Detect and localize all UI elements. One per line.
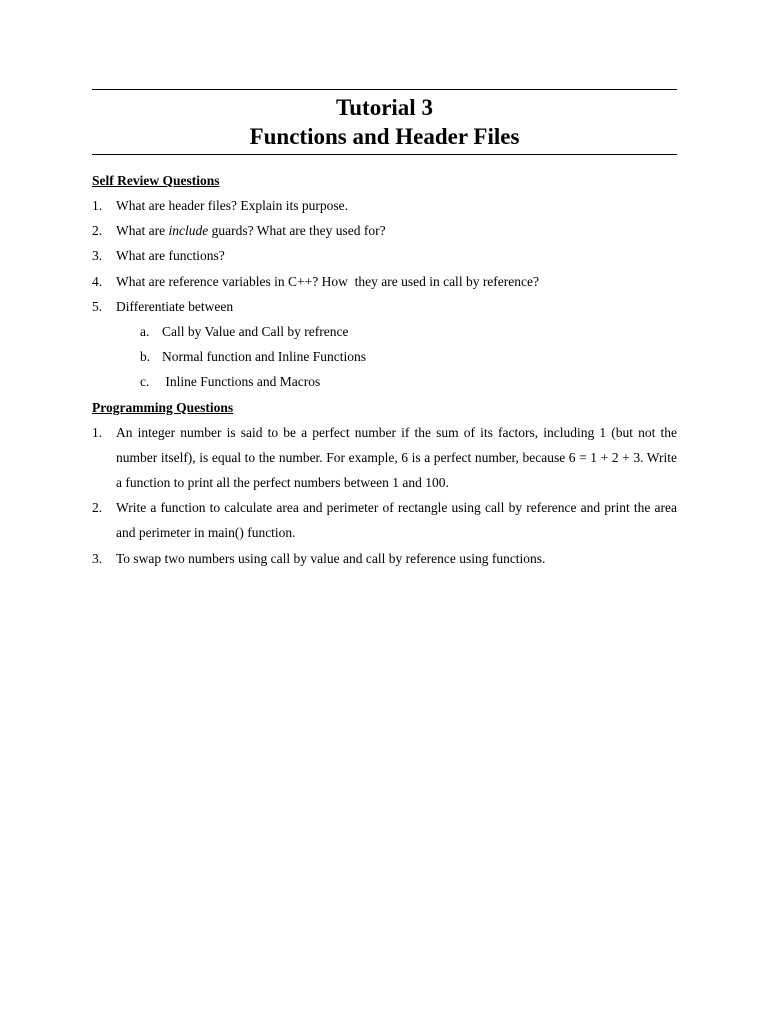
question-number: 2. <box>92 500 103 516</box>
sub-item-letter: a. <box>140 324 150 340</box>
question-text-suffix: guards? What are they used for? <box>208 223 386 239</box>
question-text: What are functions? <box>116 248 225 264</box>
list-item <box>92 420 677 496</box>
list-item <box>92 294 677 319</box>
question-text-prefix: What are <box>116 223 169 239</box>
list-item <box>92 269 677 294</box>
differentiate-sub-list <box>92 319 677 395</box>
question-number: 2. <box>92 223 103 239</box>
question-text-emphasis: include <box>168 223 209 239</box>
tutorial-number-title: Tutorial 3 <box>336 95 433 120</box>
list-item <box>92 218 677 243</box>
question-number: 5. <box>92 298 103 314</box>
list-item <box>92 495 677 545</box>
document-page <box>92 89 677 571</box>
list-item <box>92 369 677 394</box>
self-review-list <box>92 193 677 319</box>
list-item <box>92 193 677 218</box>
self-review-heading: Self Review Questions <box>92 173 220 188</box>
sub-item-letter: b. <box>140 349 151 365</box>
sub-item-letter: c. <box>140 374 150 390</box>
programming-list <box>92 420 677 571</box>
sub-item-text: Normal function and Inline Functions <box>162 349 366 365</box>
question-number: 1. <box>92 424 103 440</box>
question-text: To swap two numbers using call by value and call by reference using functions. <box>116 550 546 566</box>
question-text: Differentiate between <box>116 298 234 314</box>
sub-item-text: Call by Value and Call by refrence <box>162 324 349 340</box>
sub-item-text: Inline Functions and Macros <box>162 374 321 390</box>
question-text: What are header files? Explain its purpose. <box>116 198 349 213</box>
question-number: 4. <box>92 273 103 289</box>
list-item <box>92 319 677 344</box>
list-item <box>92 546 677 571</box>
programming-heading: Programming Questions <box>92 399 234 415</box>
tutorial-topic-title: Functions and Header Files <box>249 124 520 149</box>
question-number: 3. <box>92 248 103 264</box>
question-text: What are reference variables in C++? How they are used in call by reference? <box>116 273 540 289</box>
list-item <box>92 243 677 268</box>
title-block <box>92 89 677 155</box>
question-text: An integer number is said to be a perfect number if the sum of its factors, including 1 (but not the number itself), is equal to the number. For example, 6 is a perfect number, because 6 = 1 + 2 + 3. Write a function to print all the perfect numbers between 1 and 100. <box>116 424 677 491</box>
question-number: 3. <box>92 550 103 566</box>
question-text: Write a function to calculate area and perimeter of rectangle using call by reference and print the area and perimeter in main() function. <box>116 500 677 541</box>
question-number: 1. <box>92 198 103 213</box>
list-item <box>92 344 677 369</box>
